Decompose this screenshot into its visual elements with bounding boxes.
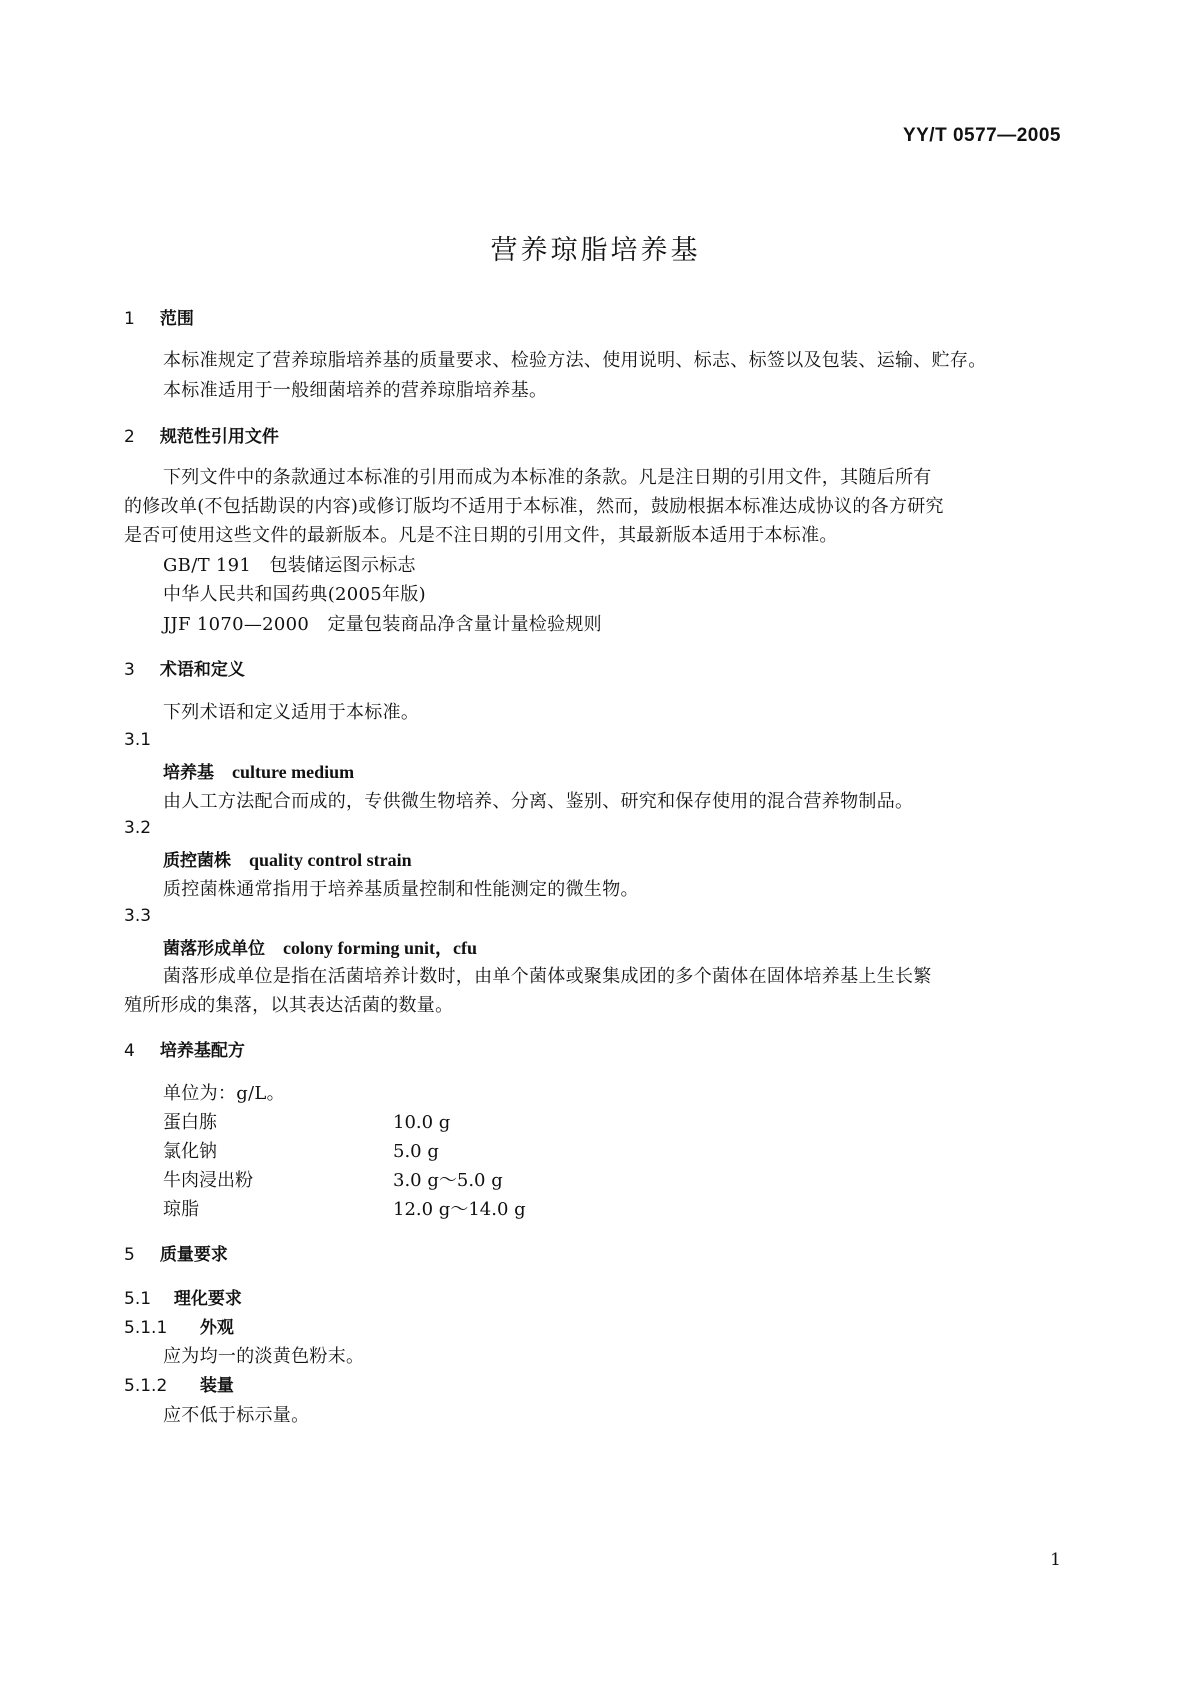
section-5-1-heading: 5.1 理化要求: [124, 1289, 242, 1309]
section-2-paragraph-line-1: 下列文件中的条款通过本标准的引用而成为本标准的条款。凡是注日期的引用文件，其随后所有: [163, 467, 932, 488]
term-number: 3.1: [124, 730, 152, 750]
ingredient-amount: 5.0 g: [393, 1141, 439, 1162]
term-title: 菌落形成单位 colony forming unit，cfu: [163, 938, 478, 959]
formula-row: [163, 1195, 526, 1221]
term-number: 3.2: [124, 818, 152, 838]
reference-item: JJF 1070—2000 定量包装商品净含量计量检验规则: [163, 614, 602, 635]
ingredient-name: 氯化钠: [163, 1141, 217, 1162]
ingredient-name: 琼脂: [163, 1199, 199, 1220]
section-3-intro: 下列术语和定义适用于本标准。: [163, 702, 420, 723]
ingredient-amount: 10.0 g: [393, 1112, 451, 1133]
ingredient-name: 蛋白胨: [163, 1112, 217, 1133]
term-title: 质控菌株 quality control strain: [163, 850, 412, 871]
reference-item: GB/T 191 包装储运图示标志: [163, 555, 416, 576]
section-5-1-2-heading: 5.1.2 装量: [124, 1376, 234, 1396]
section-5-1-2-text: 应不低于标示量。: [163, 1405, 310, 1426]
page-number: 1: [1050, 1550, 1061, 1570]
ingredient-amount: 3.0 g～5.0 g: [393, 1170, 503, 1191]
formula-row: [163, 1166, 503, 1192]
ingredient-amount: 12.0 g～14.0 g: [393, 1199, 526, 1220]
reference-item: 中华人民共和国药典(2005年版): [163, 584, 426, 605]
section-4-heading: 4 培养基配方: [124, 1041, 245, 1061]
ingredient-name: 牛肉浸出粉: [163, 1170, 253, 1191]
section-5-1-1-text: 应为均一的淡黄色粉末。: [163, 1346, 365, 1367]
section-1-paragraph-1: 本标准规定了营养琼脂培养基的质量要求、检验方法、使用说明、标志、标签以及包装、运输、贮存。: [163, 350, 987, 371]
formula-unit: 单位为：g/L。: [163, 1083, 285, 1104]
section-1-paragraph-2: 本标准适用于一般细菌培养的营养琼脂培养基。: [163, 380, 548, 401]
term-title: 培养基 culture medium: [163, 762, 355, 783]
formula-row: [163, 1137, 439, 1163]
term-definition: 由人工方法配合而成的，专供微生物培养、分离、鉴别、研究和保存使用的混合营养物制品。: [163, 791, 914, 812]
section-2-paragraph-line-3: 是否可使用这些文件的最新版本。凡是不注日期的引用文件，其最新版本适用于本标准。: [124, 525, 838, 546]
standard-code: YY/T 0577—2005: [902, 125, 1061, 146]
term-definition: 质控菌株通常指用于培养基质量控制和性能测定的微生物。: [163, 879, 639, 900]
section-3-heading: 3 术语和定义: [124, 660, 245, 680]
section-1-heading: 1 范围: [124, 309, 194, 329]
term-definition: 菌落形成单位是指在活菌培养计数时，由单个菌体或聚集成团的多个菌体在固体培养基上生长繁: [163, 966, 932, 987]
section-5-1-1-heading: 5.1.1 外观: [124, 1318, 234, 1338]
formula-row: [163, 1108, 450, 1134]
document-title: 营养琼脂培养基: [490, 235, 701, 266]
section-2-paragraph-line-2: 的修改单(不包括勘误的内容)或修订版均不适用于本标准，然而，鼓励根据本标准达成协议的各方研究: [124, 496, 944, 517]
section-5-heading: 5 质量要求: [124, 1245, 228, 1265]
section-2-heading: 2 规范性引用文件: [124, 427, 279, 447]
term-number: 3.3: [124, 906, 152, 926]
term-definition-continued: 殖所形成的集落，以其表达活菌的数量。: [124, 995, 454, 1016]
